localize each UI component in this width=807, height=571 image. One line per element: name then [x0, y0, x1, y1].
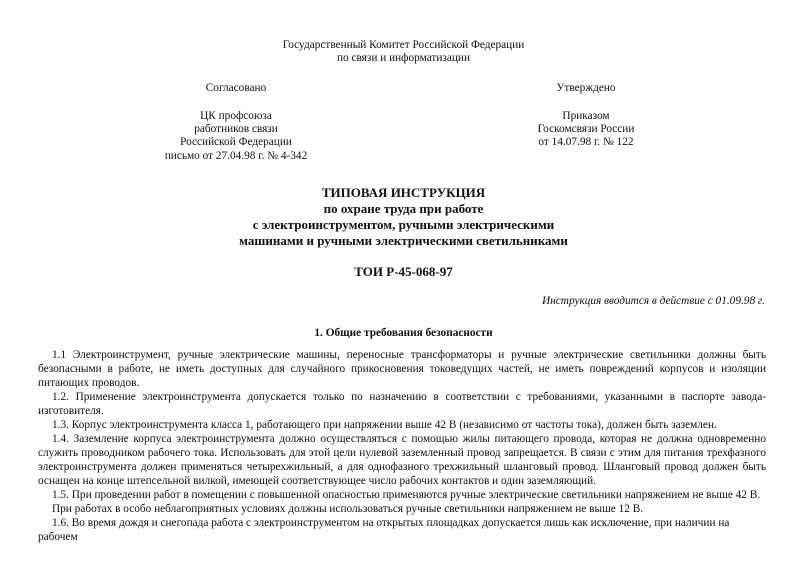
section-heading: 1. Общие требования безопасности [314, 327, 493, 339]
document-title-line: с электроинструментом, ручными электрическими [252, 217, 555, 232]
document-code: ТОИ Р-45-068-97 [354, 264, 453, 279]
approval-right-line: от 14.07.98 г. № 122 [538, 136, 634, 148]
org-name-line2: по связи и информатизации [336, 52, 471, 64]
approval-left-line: работников связи [194, 123, 278, 135]
paragraph: 1.2. Применение электроинструмента допускается только по назначению в соответствии с требованиями, указанными в паспорте завода-изготовителя. [38, 391, 766, 418]
org-name-line1: Государственный Комитет Российской Федерации [282, 39, 525, 51]
effective-date-note: Инструкция вводится в действие с 01.09.98 г. [542, 295, 765, 307]
paragraph: 1.3. Корпус электроинструмента класса 1, работающего при напряжении выше 42 В (независимо от частоты тока), должен быть заземлен. [52, 419, 717, 431]
document-title-line: ТИПОВАЯ ИНСТРУКЦИЯ [321, 185, 486, 200]
paragraph: 1.5. При проведении работ в помещении с повышенной опасностью применяются ручные электрические светильники напряжением не выше 42 В. [52, 489, 761, 501]
approval-right-line: Приказом [562, 110, 610, 122]
approval-right-heading: Утверждено [556, 82, 616, 94]
document-title-line: по охране труда при работе [323, 201, 484, 216]
approval-left-line: письмо от 27.04.98 г. № 4-342 [164, 150, 308, 162]
document-title-line: машинами и ручными электрическими светильниками [239, 233, 568, 248]
paragraph: 1.4. Заземление корпуса электроинструмента должно осуществляться с помощью жилы питающего провода, которая не должна одновременно служить проводником рабочего тока. Использовать для этой цели нулевой заземленный провод запрещается. В связи с этим для питания трехфазного электроинструмента должен применяться четырехжильный, а для однофазного трехжильный шланговый провод. Шланговый провод должен быть оснащен на конце штепсельной вилкой, имеющей соответствующее число рабочих контактов и один заземляющий. [38, 433, 766, 488]
approval-left-line: ЦК профсоюза [200, 110, 272, 122]
paragraph: 1.1 Электроинструмент, ручные электрические машины, переносные трансформаторы и ручные электрические светильники должны быть безопасными в работе, не иметь доступных для случайного прикосновения токоведущих частей, не иметь повреждений корпусов и изоляции питающих проводов. [38, 349, 766, 390]
paragraph: 1.6. Во время дождя и снегопада работа с электроинструментом на открытых площадках допускается лишь как исключение, при наличии на рабочем [38, 517, 730, 544]
approval-left-line: Российской Федерации [180, 136, 292, 148]
approval-left-heading: Согласовано [205, 82, 267, 94]
approval-right-line: Госкомсвязи России [537, 123, 635, 135]
paragraph: При работах в особо неблагоприятных условиях должны использоваться ручные светильники напряжением не выше 12 В. [52, 503, 644, 515]
